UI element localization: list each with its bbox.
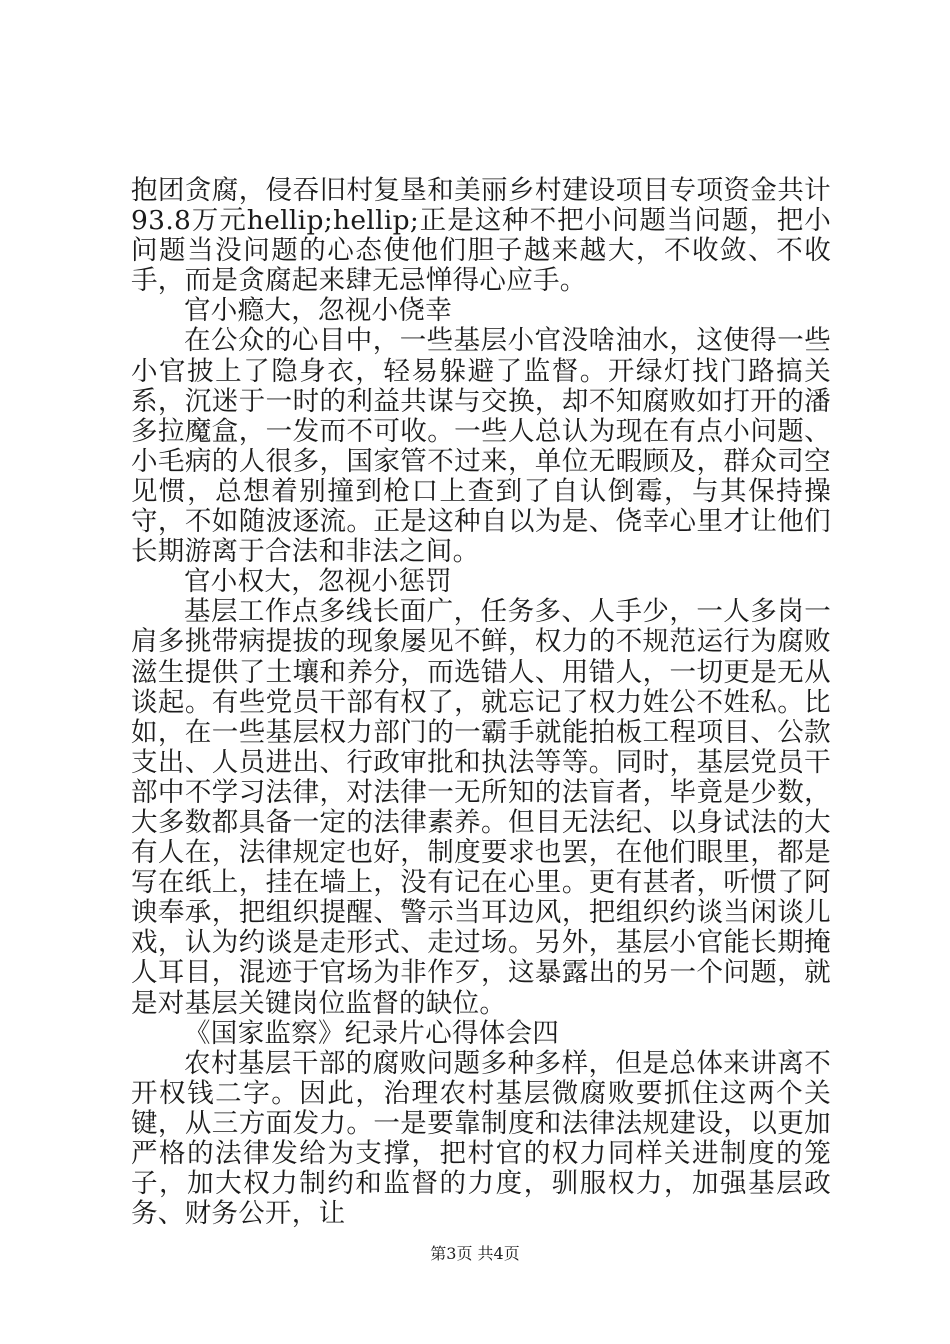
paragraph-continued: 抱团贪腐，侵吞旧村复垦和美丽乡村建设项目专项资金共计93.8万元hellip;hellip;正是这种不把小问题当问题，把小问题当没问题的心态使他们胆子越来越大，不收敛、不收手，而是贪腐起来肆无忌惮得心应手。: [131, 175, 831, 297]
document-body: [131, 176, 831, 1229]
paragraph-1: 在公众的心目中，一些基层小官没啥油水，这使得一些小官披上了隐身衣，轻易躲避了监督。开绿灯找门路搞关系，沉迷于一时的利益共谋与交换，却不知腐败如打开的潘多拉魔盒，一发而不可收。一些人总认为现在有点小问题、小毛病的人很多，国家管不过来，单位无暇顾及，群众司空见惯，总想着别撞到枪口上查到了自认倒霉，与其保持操守，不如随波逐流。正是这种自以为是、侥幸心里才让他们长期游离于合法和非法之间。: [131, 325, 831, 568]
page-footer: [0, 1244, 950, 1264]
section-heading-2: 官小权大，忽视小惩罚: [184, 566, 452, 598]
paragraph-3: 农村基层干部的腐败问题多种多样，但是总体来讲离不开权钱二字。因此，治理农村基层微腐败要抓住这两个关键，从三方面发力。一是要靠制度和法律法规建设，以更加严格的法律发给为支撑，把村官的权力同样关进制度的笼子，加大权力制约和监督的力度，驯服权力，加强基层政务、财务公开，让: [131, 1047, 831, 1230]
paragraph-2: 基层工作点多线长面广，任务多、人手少，一人多岗一肩多挑带病提拔的现象屡见不鲜，权力的不规范运行为腐败滋生提供了土壤和养分，而选错人、用错人，一切更是无从谈起。有些党员干部有权了，就忘记了权力姓公不姓私。比如，在一些基层权力部门的一霸手就能拍板工程项目、公款支出、人员进出、行政审批和执法等等。同时，基层党员干部中不学习法律，对法律一无所知的法盲者，毕竟是少数，大多数都具备一定的法律素养。但目无法纪、以身试法的大有人在，法律规定也好，制度要求也罢，在他们眼里，都是写在纸上，挂在墙上，没有记在心里。更有甚者，听惯了阿谀奉承，把组织提醒、警示当耳边风，把组织约谈当闲谈儿戏，认为约谈是走形式、走过场。另外，基层小官能长期掩人耳目，混迹于官场为非作歹，这暴露出的另一个问题，就是对基层关键岗位监督的缺位。: [131, 596, 831, 1019]
section-heading-3: 《国家监察》纪录片心得体会四: [184, 1017, 560, 1049]
section-heading-1: 官小瘾大，忽视小侥幸: [184, 295, 452, 327]
page-number-label: 第3页 共4页: [430, 1244, 520, 1263]
